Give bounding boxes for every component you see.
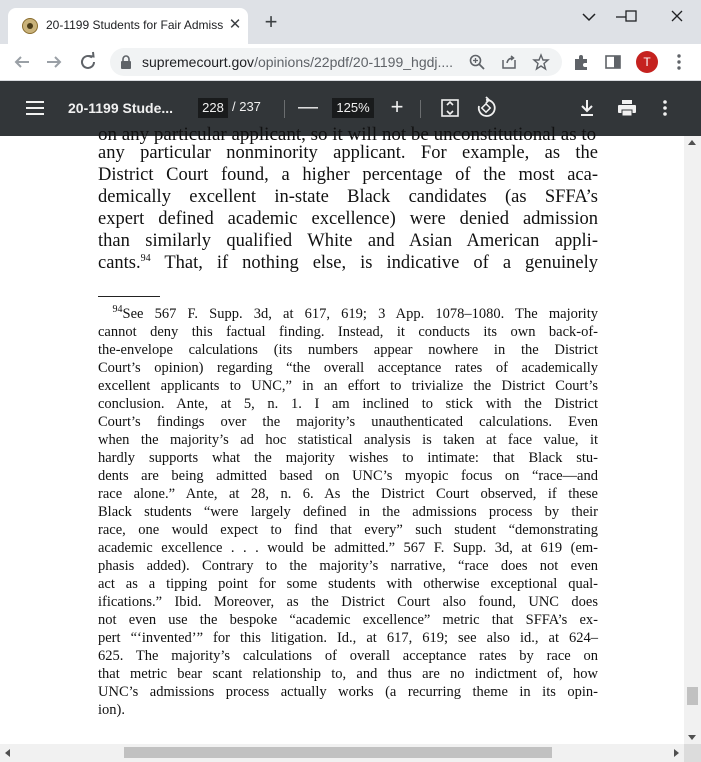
footnote-line: when the majority’s ad hoc statistical analysis is taken at face value, it bbox=[98, 432, 598, 448]
footnote-line: race, one would expect to find that every” such student “demonstrating bbox=[98, 522, 598, 538]
lock-icon[interactable] bbox=[120, 55, 132, 69]
body-line: expert defined academic excellence) were denied admission bbox=[98, 209, 598, 229]
horizontal-scroll-thumb[interactable] bbox=[124, 747, 552, 758]
rotate-icon[interactable] bbox=[476, 97, 496, 119]
footnote-line: conclusion. Ante, at 5, n. 1. I am inclined to stick with the District bbox=[98, 396, 598, 412]
extensions-puzzle-icon[interactable] bbox=[572, 53, 590, 71]
scroll-left-arrow-icon[interactable] bbox=[5, 749, 10, 757]
browser-toolbar bbox=[0, 44, 701, 81]
toolbar-divider bbox=[420, 100, 421, 118]
more-options-icon[interactable] bbox=[660, 98, 670, 118]
body-line: than similarly qualified White and Asian American appli- bbox=[98, 231, 598, 251]
close-window-icon[interactable] bbox=[662, 6, 692, 28]
page-number-input[interactable]: 228 bbox=[198, 98, 228, 118]
tab-title: 20-1199 Students for Fair Admiss bbox=[46, 18, 224, 32]
footnote-line: ion). bbox=[98, 702, 125, 718]
maximize-icon[interactable] bbox=[616, 6, 646, 28]
fit-to-page-icon[interactable] bbox=[440, 98, 460, 118]
footnote-line: hardly supports what the majority wishes to intimate: that Black stu- bbox=[98, 450, 598, 466]
footnote-reference[interactable]: 94 bbox=[140, 252, 151, 264]
footnote-line: 625. The majority’s calculations of overall acceptance rates by race on bbox=[98, 648, 598, 664]
browser-tab[interactable] bbox=[8, 8, 248, 44]
scroll-right-arrow-icon[interactable] bbox=[674, 749, 679, 757]
zoom-out-button[interactable]: — bbox=[298, 96, 318, 118]
footnote-line: cannot deny this factual finding. Instead, it conducts its own back-of- bbox=[98, 324, 598, 340]
download-icon[interactable] bbox=[578, 98, 596, 118]
footnote-line: Black students “were largely defined in the admissions process by their bbox=[98, 504, 598, 520]
body-line-with-footnote-ref: cants.$^{94}$ That, if nothing else, is indicative of a genuinely bbox=[98, 252, 598, 273]
body-line: any particular nonminority applicant. For example, as the bbox=[98, 143, 598, 163]
footnote-rule bbox=[98, 296, 160, 297]
footnote-line: Court’s opinion) regarding “the overall acceptance rates of academically bbox=[98, 360, 598, 376]
scroll-up-arrow-icon[interactable] bbox=[688, 140, 696, 145]
footnote-line: not even use the bespoke “academic excellence” metric that SFFA’s ex- bbox=[98, 612, 598, 628]
cut-off-line: on any particular applicant, so it will not be unconstitutional as to bbox=[98, 124, 597, 145]
vertical-scroll-thumb[interactable] bbox=[687, 687, 698, 705]
footnote-line: $^{94}$See 567 F. Supp. 3d, at 617, 619; 3 App. 1078–1080. The majority bbox=[112, 304, 598, 322]
document-title: 20-1199 Stude... bbox=[68, 100, 174, 116]
footnote-line: phasis added). Contrary to the majority’s narrative, “race does not even bbox=[98, 558, 598, 574]
scroll-down-arrow-icon[interactable] bbox=[688, 735, 696, 740]
reload-icon[interactable] bbox=[76, 50, 100, 74]
footnote-line: that metric bear scant relationship to, and thus are no indictment of, how bbox=[98, 666, 598, 682]
footnote-line: excellent applicants to UNC,” in an effort to trivialize the District Court’s bbox=[98, 378, 598, 394]
footnote-line: race alone.” Ante, at 28, n. 6. As the District Court observed, if these bbox=[98, 486, 598, 502]
footnote-line: academic excellence . . . would be admitted.” 567 F. Supp. 3d, at 619 (em- bbox=[98, 540, 598, 556]
body-line: demically excellent in-state Black candidates (as SFFA’s bbox=[98, 187, 598, 207]
footnote-line: act as a tipping point for some students with otherwise exceptional qual- bbox=[98, 576, 598, 592]
url-text[interactable]: supremecourt.gov/opinions/22pdf/20-1199_hgdj.... bbox=[142, 54, 454, 70]
vertical-scrollbar[interactable] bbox=[684, 136, 701, 744]
scrollbar-corner bbox=[684, 744, 701, 762]
close-tab-button[interactable]: ✕ bbox=[228, 16, 242, 33]
horizontal-scrollbar[interactable] bbox=[0, 744, 684, 762]
supreme-court-seal-icon bbox=[22, 18, 38, 34]
footnote-line: pert “‘invented’” for this litigation. Id., at 617, 619; see also id., at 624– bbox=[98, 630, 598, 646]
profile-avatar[interactable]: T bbox=[636, 51, 658, 73]
chevron-down-icon[interactable] bbox=[574, 6, 604, 28]
new-tab-button[interactable]: + bbox=[264, 9, 278, 34]
back-arrow-icon[interactable] bbox=[10, 50, 34, 74]
pdf-page[interactable] bbox=[0, 124, 684, 744]
footnote-line: dents are being admitted based on UNC’s myopic focus on “race—and bbox=[98, 468, 598, 484]
hamburger-menu-icon[interactable] bbox=[24, 98, 46, 118]
share-icon[interactable] bbox=[500, 53, 518, 71]
forward-arrow-icon[interactable] bbox=[42, 50, 66, 74]
page-total: / 237 bbox=[232, 99, 261, 114]
browser-menu-icon[interactable] bbox=[670, 52, 688, 72]
tab-strip bbox=[0, 0, 701, 44]
footnote-line: Court’s findings over the majority’s unauthenticated calculations. Even bbox=[98, 414, 598, 430]
zoom-icon[interactable] bbox=[468, 53, 486, 71]
body-line: District Court found, a higher percentage of the most aca- bbox=[98, 165, 598, 185]
side-panel-icon[interactable] bbox=[604, 53, 622, 71]
zoom-level-input[interactable]: 125% bbox=[332, 98, 374, 118]
toolbar-divider bbox=[284, 100, 285, 118]
address-bar[interactable] bbox=[110, 48, 562, 76]
footnote-line: the-envelope calculations (its numbers appear nowhere in the District bbox=[98, 342, 598, 358]
zoom-in-button[interactable]: + bbox=[390, 94, 404, 119]
footnote-marker: 94 bbox=[112, 304, 123, 316]
footnote-line: UNC’s admissions process actually works (a recurring theme in its opin- bbox=[98, 684, 598, 700]
print-icon[interactable] bbox=[616, 98, 638, 118]
footnote-line: ifications.” Ibid. Moreover, as the District Court also found, UNC does bbox=[98, 594, 598, 610]
bookmark-star-icon[interactable] bbox=[532, 53, 550, 71]
